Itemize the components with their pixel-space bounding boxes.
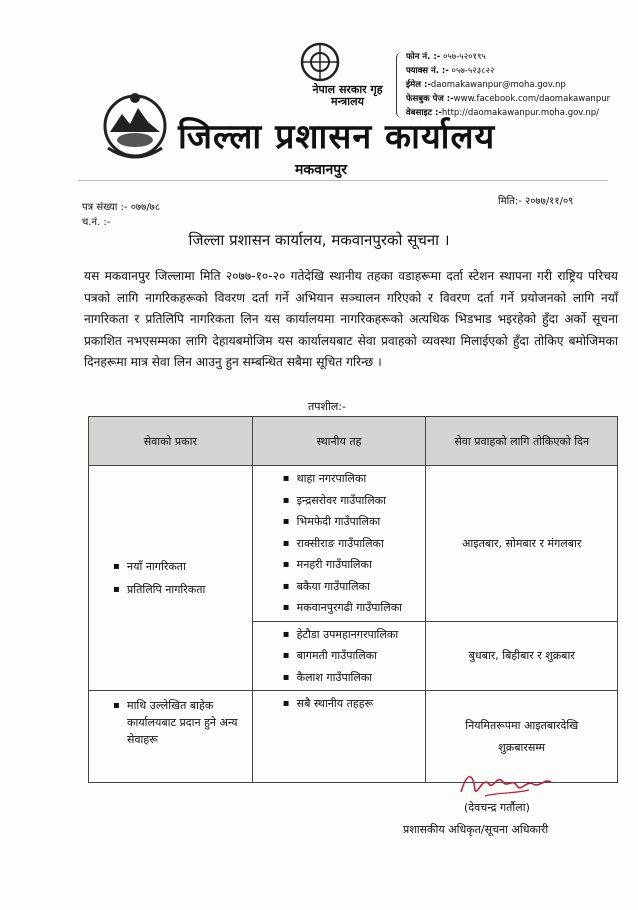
service-schedule-table: [88, 416, 618, 783]
ministry-logo-icon: [298, 40, 342, 84]
letter-date: मिति:- २०७७/११/०९: [498, 196, 574, 207]
local-levels-group-1: [252, 466, 426, 622]
details-label: तपशील:-: [308, 400, 346, 413]
list-item: ▪ प्रतिलिपि नागरिकता: [113, 578, 246, 601]
office-location: मकवानपुर: [295, 162, 347, 178]
signatory-title: प्रशासकीय अधिकृत/सूचना अधिकारी: [403, 823, 549, 836]
list-item: ▪ मनहरी गाउँपालिका: [283, 554, 420, 576]
dispatch-number: च.नं. :-: [82, 217, 111, 228]
notice-body: यस मकवानपुर जिल्लामा मिति २०७७-१०-२० गतेदेखि स्थानीय तहका वडाहरूमा दर्ता स्टेशन स्थापना गरी राष्ट्रिय परिचय पत्रको लागि नागरिकहरूको विवरण दर्ता गर्ने अभियान सञ्चालन गरिएको र विवरण दर्ता गर्ने प्रयोजनको लागि नयाँ नागरिकता र प्रतिलिपि नागरिकता लिन यस कार्यालयमा नागरिकहरूको अत्यधिक भिडभाड भइरहेको हुँदा अर्को सूचना प्रकाशित नभएसम्मका लागि देहायबमोजिम यस कार्यालयबाट सेवा प्रवाहको व्यवस्था मिलाईएको हुँदा तोकिए बमोजिमका दिनहरूमा मात्र सेवा लिन आउनु हुन सम्बन्धित सबैमा सूचित गरिन्छ ।: [84, 269, 618, 369]
header-divider: [78, 180, 608, 181]
list-item: ▪ राक्सीराङ गाउँपालिका: [283, 533, 420, 555]
list-item: ▪ बागमती गाउँपालिका: [283, 645, 420, 667]
contact-facebook: फेसबुक पेज :-www.facebook.com/daomakawanpur: [406, 94, 611, 104]
other-services-cell: [89, 691, 253, 783]
contact-website: वेबसाइट :-http://daomakawanpur.moha.gov.np/: [406, 108, 600, 118]
notice-heading: जिल्ला प्रशासन कार्यालय, मकवानपुरको सूचना ।: [188, 231, 450, 249]
nepal-emblem-icon: [100, 88, 170, 166]
list-item: ▪ इन्द्रसरोवर गाउँपालिका: [283, 490, 420, 512]
letter-number: पत्र संख्या :- ०७७/७८: [82, 202, 161, 213]
contact-block: [406, 50, 621, 120]
days-group-2: बुधबार, बिहीबार र शुक्रबार: [426, 621, 618, 691]
service-types-cell: [89, 466, 253, 691]
list-item: ▪ हेटौडा उपमहानगरपालिका: [283, 624, 420, 646]
table-header-row: [89, 417, 618, 466]
list-item: ▪ माथि उल्लेखित बाहेक कार्यालयबाट प्रदान हुने अन्य सेवाहरू: [113, 697, 246, 748]
contact-phone: फोन नं. :- ०५७-५२०१९५: [406, 52, 486, 62]
list-item: ▪ कैलाश गाउँपालिका: [283, 667, 420, 689]
list-item: ▪ भिमफेदी गाउँपालिका: [283, 511, 420, 533]
signature-icon: [455, 766, 555, 800]
list-item: ▪ मकवानपुरगढी गाउँपालिका: [283, 597, 420, 619]
header-local-level: स्थानीय तह: [252, 417, 426, 466]
other-days-cell: नियमितरूपमा आइतबारदेखि शुक्रबारसम्म: [426, 691, 618, 783]
contact-email: ईमेल :-daomakawanpur@moha.gov.np: [406, 80, 566, 90]
signatory-name: (देवचन्द्र गर्तौला): [464, 801, 530, 814]
table-row: [89, 466, 618, 622]
other-local-levels-cell: [252, 691, 426, 783]
local-levels-group-2: [252, 621, 426, 691]
list-item: ▪ सबै स्थानीय तहहरू: [283, 693, 420, 715]
list-item: ▪ थाहा नगरपालिका: [283, 468, 420, 490]
logo-text: नेपाल सरकार गृह मन्त्रालय: [312, 83, 383, 108]
office-title: जिल्ला प्रशासन कार्यालय: [178, 117, 496, 157]
list-item: ▪ बकैया गाउँपालिका: [283, 576, 420, 598]
list-item: ▪ नयाँ नागरिकता: [113, 555, 246, 578]
contact-fax: फ्याक्स नं. :- ०५७-५२३८२२: [406, 66, 495, 76]
header-service-type: सेवाको प्रकार: [89, 417, 253, 466]
header-days: सेवा प्रवाहको लागि तोकिएको दिन: [426, 417, 618, 466]
days-group-1: आइतबार, सोमबार र मंगलबार: [426, 466, 618, 622]
reference-block: [82, 200, 160, 230]
